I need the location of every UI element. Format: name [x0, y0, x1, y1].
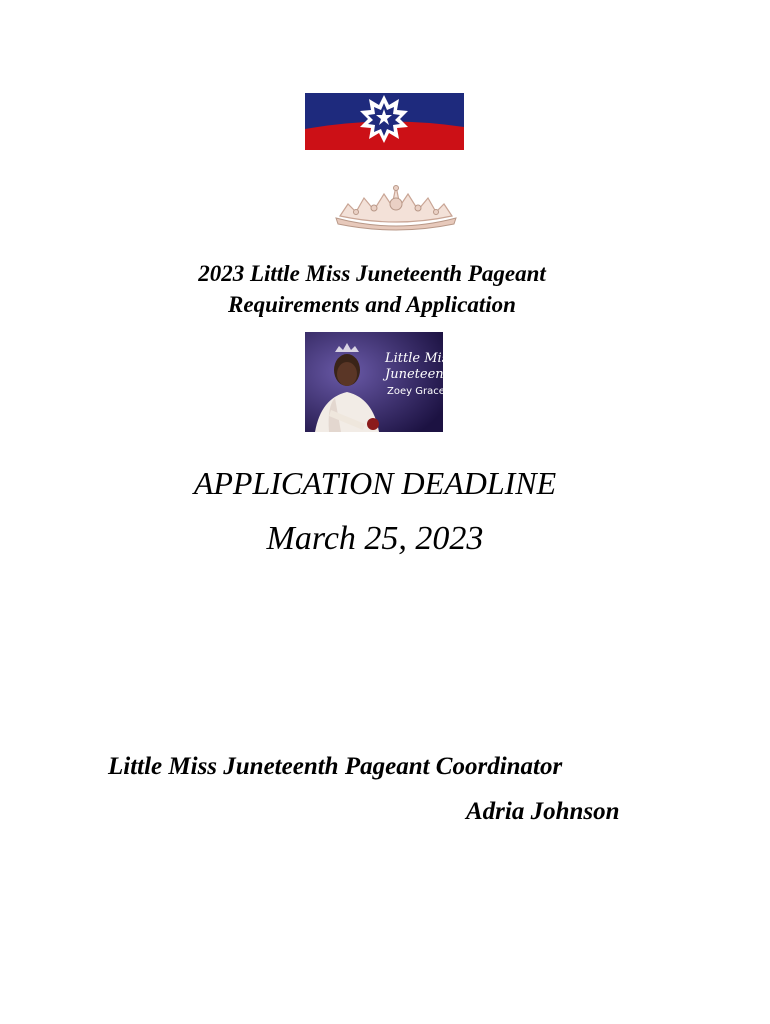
- coordinator-name: Adria Johnson: [466, 798, 620, 825]
- photo-name-label: Zoey Grace: [387, 386, 445, 397]
- photo-caption-line-1: Little Miss: [385, 351, 456, 366]
- application-deadline-date: March 25, 2023: [266, 520, 484, 557]
- coordinator-role: Little Miss Juneteenth Pageant Coordinator: [108, 753, 563, 780]
- document-title-line-2: Requirements and Application: [228, 292, 516, 317]
- document-title-line-1: 2023 Little Miss Juneteenth Pageant: [198, 261, 546, 286]
- juneteenth-flag-image: [305, 93, 464, 150]
- titleholder-photo: [305, 332, 458, 432]
- photo-caption-line-2: Juneteenth: [385, 367, 458, 382]
- application-deadline-label: APPLICATION DEADLINE: [193, 465, 557, 501]
- tiara-image: [330, 182, 462, 232]
